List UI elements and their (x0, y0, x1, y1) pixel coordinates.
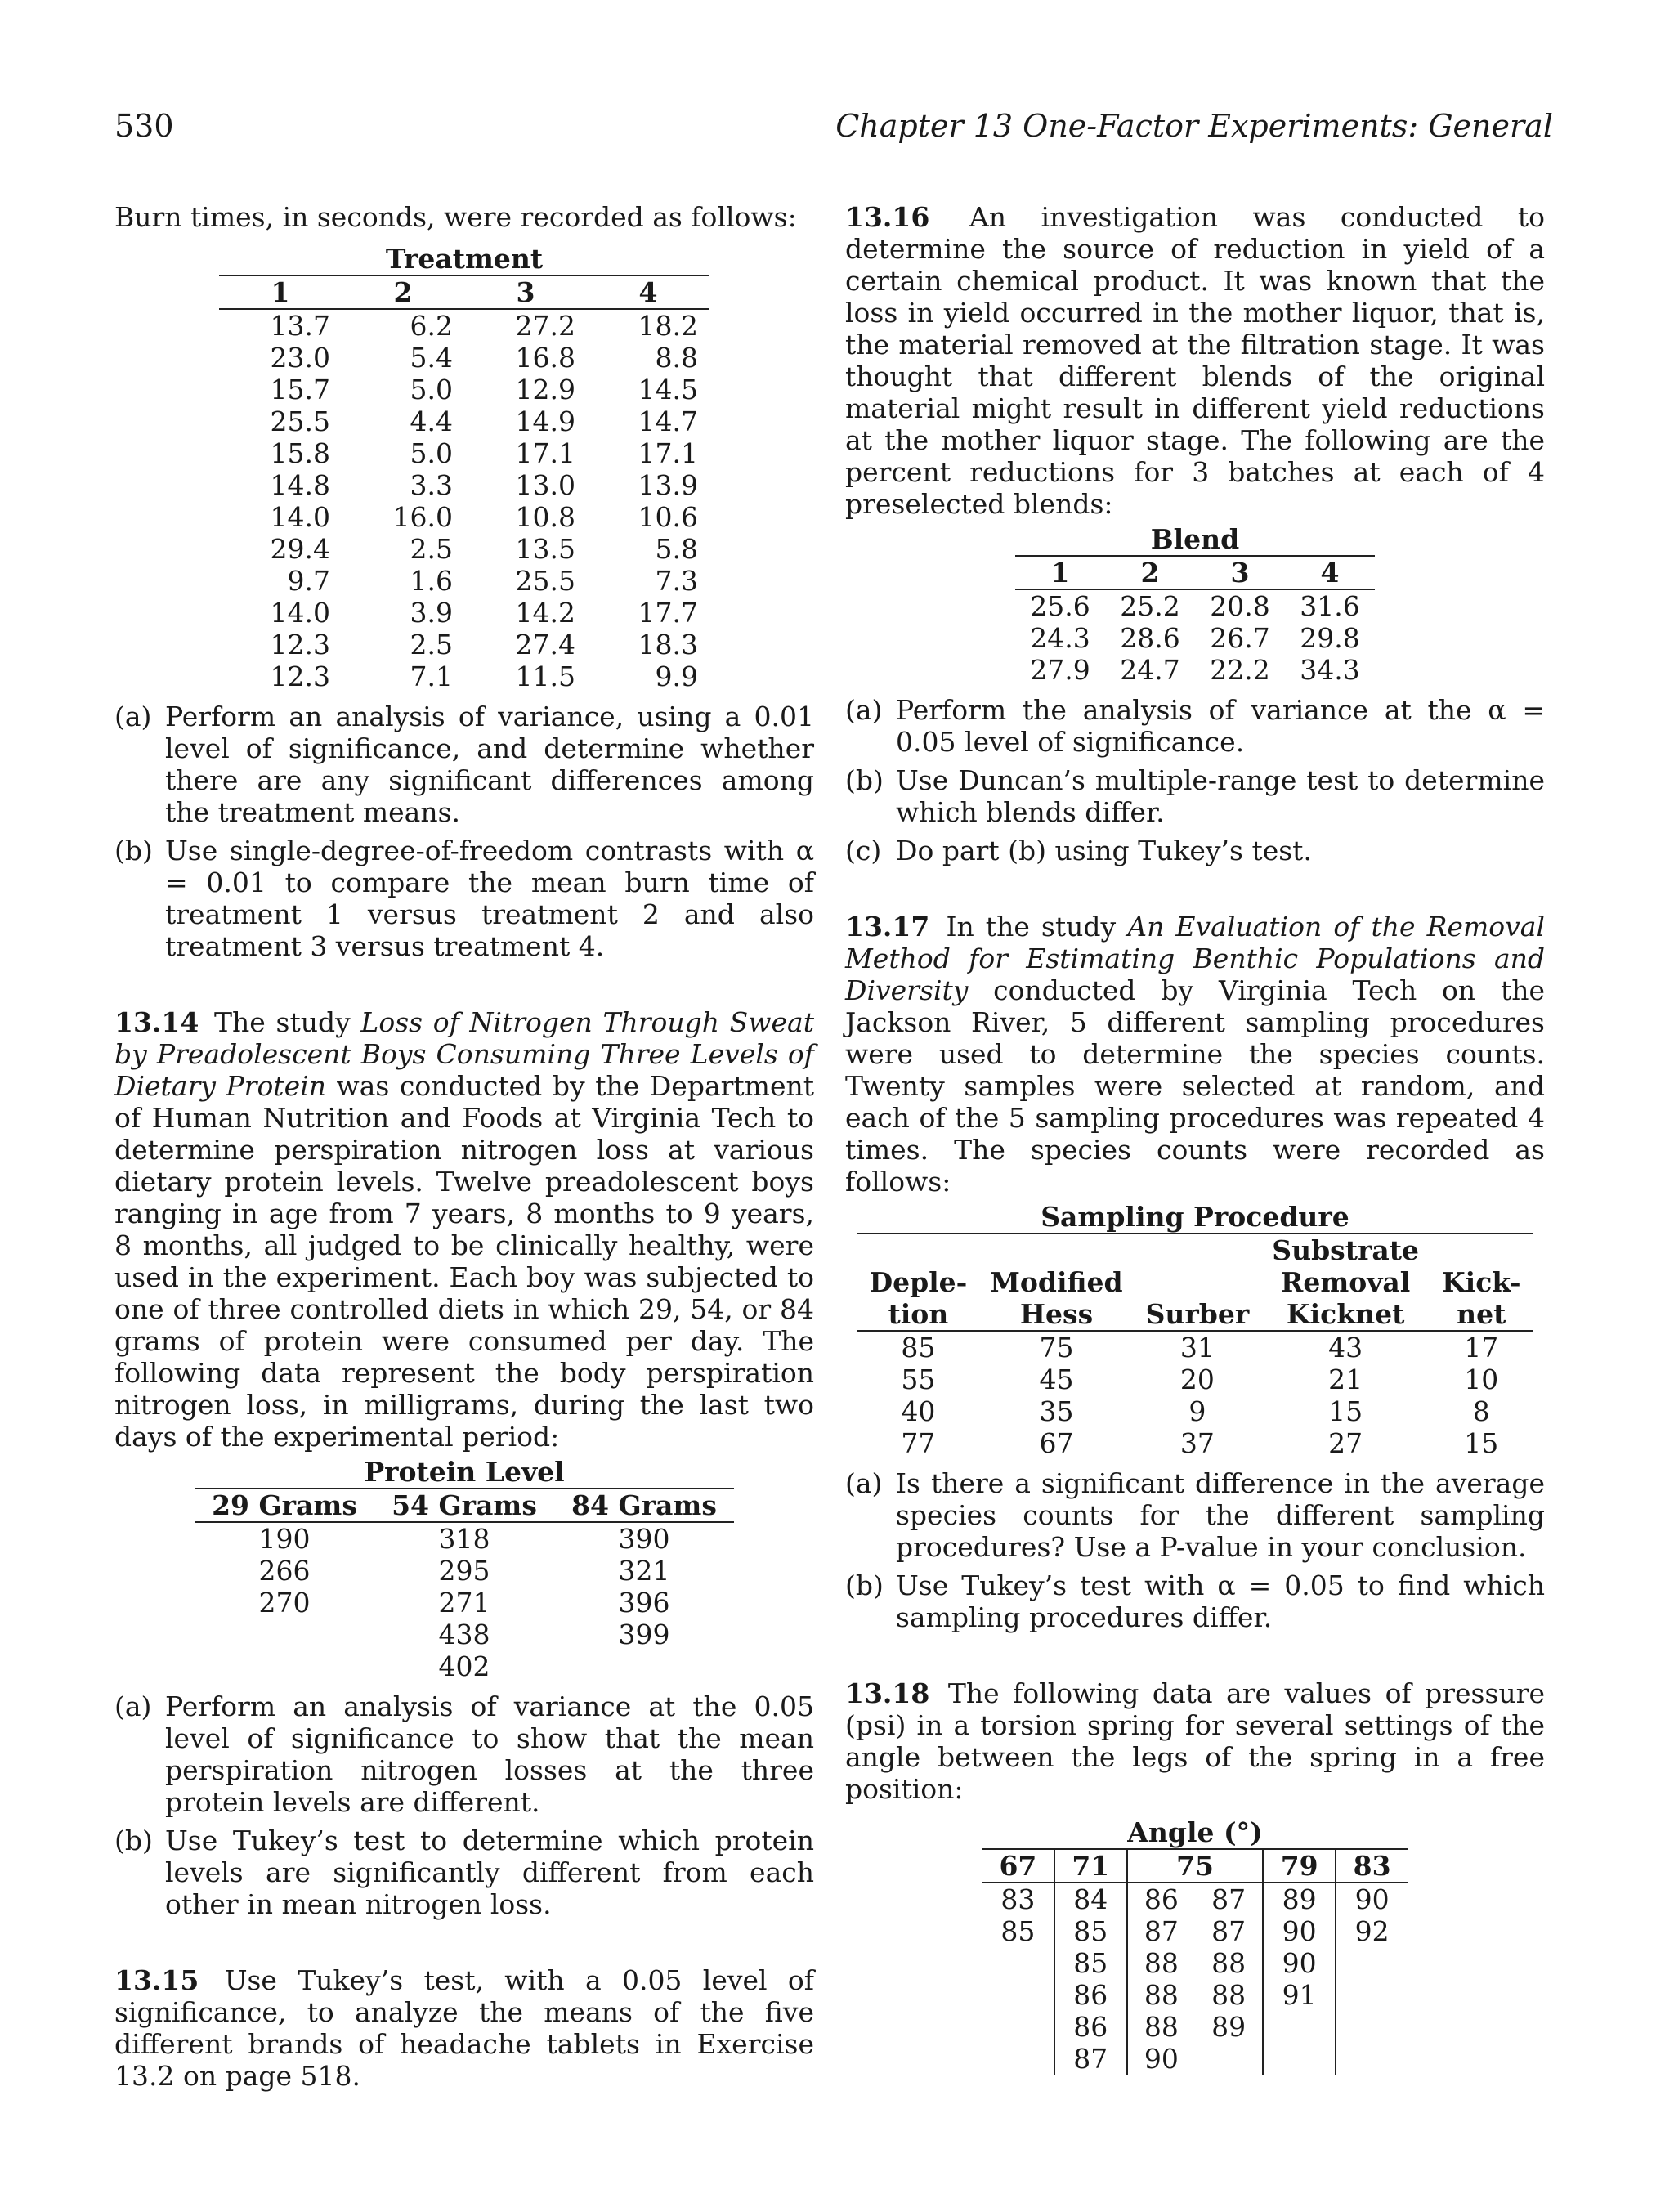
exercise-13-16: 13.16 An investigation was conducted to determine the source of reduction in yield of a certain chemical product. It was known that the loss in yield occurred in the mother liquor, that is, the material removed at the filtration stage. It was thought that different blends of the original material might result in different yield reductions at the mother liquor stage. The following are the percent reductions for 3 batches at each of 4 preselected blends: (845, 201, 1545, 520)
table-cell: 2.5 (410, 629, 453, 660)
table-cell: 1.6 (410, 565, 453, 597)
table-cell: 34.3 (1300, 654, 1360, 686)
exercise-13-13-parts (114, 701, 814, 962)
table-cell: 88 (1211, 1979, 1247, 2011)
table-cell: 14.2 (515, 597, 575, 629)
table-cell: 45 (1039, 1363, 1074, 1395)
table-row (219, 629, 709, 660)
right-column (845, 201, 1545, 2081)
table-row (1015, 654, 1375, 686)
table-cell: 14.5 (638, 374, 698, 405)
table-cell (195, 1650, 374, 1682)
exercise-number: 13.14 (114, 1006, 199, 1038)
table-cell: 77 (901, 1427, 936, 1459)
table-header-cell: 2 (1140, 557, 1160, 589)
table-cell: 5.0 (410, 374, 453, 405)
table-caption: Blend (1015, 523, 1375, 556)
table-cell: 87 (1127, 1915, 1195, 1947)
exercise-number: 13.17 (845, 911, 930, 943)
part-label: (b) (114, 835, 153, 866)
table-header-cell: 83 (1336, 1849, 1408, 1883)
table-cell: 402 (438, 1650, 490, 1682)
table-cell: 29.4 (270, 533, 330, 565)
table-cell: 17.1 (515, 437, 575, 469)
table-cell: 5.0 (410, 437, 453, 469)
table-cell: 390 (618, 1523, 670, 1555)
table-cell: 14.9 (515, 405, 575, 437)
table-header-cell: 4 (638, 276, 658, 308)
table-row (219, 597, 709, 629)
exercise-part (114, 1825, 814, 1920)
table-cell: 25.5 (270, 405, 330, 437)
part-text: Use single-degree-of-freedom contrasts with α = 0.01 to compare the mean burn time of treatment 1 versus treatment 2 and also treatment 3 versus treatment 4. (165, 835, 814, 962)
table-cell: 17.7 (638, 597, 698, 629)
part-label: (c) (845, 835, 882, 866)
exercise-13-14-parts (114, 1690, 814, 1920)
table-cell: 8.8 (655, 342, 698, 374)
part-text: Use Tukey’s test with α = 0.05 to find which sampling procedures differ. (896, 1569, 1545, 1633)
table-row (195, 1587, 734, 1619)
table-cell (1263, 2011, 1336, 2043)
table-cell (554, 1650, 734, 1682)
table-row (857, 1363, 1532, 1395)
table-row (857, 1427, 1532, 1459)
table-header-cell: 71 (1054, 1849, 1127, 1883)
table-header-cell: 29 Grams (212, 1489, 357, 1521)
table-cell: 28.6 (1120, 622, 1180, 654)
table-cell: 88 (1127, 1947, 1195, 1979)
table-cell: 87 (1211, 1915, 1247, 1947)
table-cell: 85 (1054, 1947, 1127, 1979)
part-label: (a) (845, 694, 883, 726)
table-header-cell: Removal (1280, 1266, 1411, 1298)
table-header-cell: 84 Grams (571, 1489, 717, 1521)
part-label: (a) (845, 1467, 883, 1499)
exercise-13-16-parts (845, 694, 1545, 866)
table-cell: 16.0 (392, 501, 453, 533)
table-cell: 85 (901, 1332, 936, 1363)
table-cell: 14.0 (270, 501, 330, 533)
table-cell: 91 (1263, 1979, 1336, 2011)
table-cell: 85 (1000, 1915, 1036, 1947)
protein-level-table (195, 1456, 734, 1682)
table-cell: 18.2 (638, 310, 698, 342)
table-header-cell: net (1457, 1298, 1506, 1330)
table-cell: 15 (1464, 1427, 1499, 1459)
table-header-cell: 75 (1127, 1849, 1263, 1883)
table-row (982, 1883, 1408, 1915)
table-cell (1336, 1947, 1408, 1979)
table-cell: 86 (1127, 1883, 1195, 1915)
table-cell: 4.4 (410, 405, 453, 437)
table-header-cell: Kicknet (1286, 1298, 1405, 1330)
table-cell: 295 (438, 1555, 490, 1587)
table-cell: 13.9 (638, 469, 698, 501)
table-header-cell (1135, 1234, 1261, 1266)
table-row (982, 1947, 1408, 1979)
table-cell: 27.2 (515, 310, 575, 342)
table-row (219, 342, 709, 374)
table-header-cell: Hess (1019, 1298, 1094, 1330)
table-cell: 26.7 (1210, 622, 1270, 654)
table-row (219, 437, 709, 469)
part-text: Use Duncan’s multiple-range test to determine which blends differ. (896, 764, 1545, 828)
part-text: Perform an analysis of variance, using a 0.01 level of significance, and determine whether there are any significant differences among the treatment means. (165, 701, 814, 828)
table-cell: 92 (1336, 1915, 1408, 1947)
table-cell: 35 (1039, 1395, 1074, 1427)
part-label: (b) (845, 1569, 884, 1601)
table-header-cell (978, 1234, 1134, 1266)
table-cell: 3.9 (410, 597, 453, 629)
exercise-number: 13.18 (845, 1677, 930, 1709)
table-header-cell: Substrate (1272, 1234, 1419, 1266)
table-cell: 10 (1464, 1363, 1499, 1395)
exercise-part (114, 1690, 814, 1818)
table-header-cell: Deple- (869, 1266, 968, 1298)
table-cell: 25.6 (1030, 590, 1090, 622)
table-header-cell: 67 (999, 1850, 1037, 1882)
table-cell: 86 (1054, 1979, 1127, 2011)
table-cell: 17.1 (638, 437, 698, 469)
table-cell: 25.5 (515, 565, 575, 597)
exercise-13-14: 13.14 The study Loss of Nitrogen Through Sweat by Preadolescent Boys Consuming Three Levels of Dietary Protein was conducted by the Department of Human Nutrition and Foods at Virginia Tech to determine perspiration nitrogen loss at various dietary protein levels. Twelve preadolescent boys ranging in age from 7 years, 8 months to 9 years, 8 months, all judged to be clinically healthy, were used in the experiment. Each boy was subjected to one of three controlled diets in which 29, 54, or 84 grams of protein were consumed per day. The following data represent the body perspiration nitrogen loss, in milligrams, during the last two days of the experimental period: (114, 1006, 814, 1453)
table-cell: 13.7 (270, 310, 330, 342)
exercise-13-15: 13.15 Use Tukey’s test, with a 0.05 level of significance, to analyze the means of the five different brands of headache tablets in Exercise 13.2 on page 518. (114, 1964, 814, 2092)
table-cell: 88 (1127, 2011, 1195, 2043)
table-header-cell: Kick- (1442, 1266, 1521, 1298)
table-cell: 27 (1328, 1427, 1363, 1459)
table-caption: Sampling Procedure (857, 1201, 1532, 1234)
table-row (195, 1522, 734, 1555)
table-cell: 23.0 (270, 342, 330, 374)
burn-times-table (219, 243, 709, 692)
table-cell: 271 (438, 1587, 490, 1619)
table-header-cell: 2 (393, 276, 413, 308)
table-cell: 2.5 (410, 533, 453, 565)
table-cell: 20.8 (1210, 590, 1270, 622)
table-cell: 15.8 (270, 437, 330, 469)
study-title: Loss of Nitrogen Through Sweat by Preadolescent Boys Consuming Three Levels of Dietary Protein (114, 1006, 814, 1102)
table-cell: 15.7 (270, 374, 330, 405)
table-row (219, 660, 709, 692)
table-cell: 321 (618, 1555, 670, 1587)
exercise-part (114, 835, 814, 962)
part-text: Perform an analysis of variance at the 0.05 level of significance to show that the mean perspiration nitrogen losses at the three protein levels are different. (165, 1690, 814, 1818)
table-header-cell: Modified (990, 1266, 1123, 1298)
exercise-part (845, 764, 1545, 828)
table-row (982, 1979, 1408, 2011)
table-header-cell (1430, 1234, 1533, 1266)
table-cell: 9.7 (287, 565, 330, 597)
table-cell: 90 (1263, 1915, 1336, 1947)
study-title: An Evaluation of the Removal Method for Estimating Benthic Populations and Diversity (845, 911, 1546, 1006)
table-cell: 12.3 (270, 629, 330, 660)
table-cell: 14.0 (270, 597, 330, 629)
table-cell (1336, 1979, 1408, 2011)
exercise-part (845, 1569, 1545, 1633)
table-cell (1336, 2011, 1408, 2043)
sampling-procedure-table (857, 1201, 1532, 1459)
table-cell: 89 (1263, 1883, 1336, 1915)
table-cell: 12.9 (515, 374, 575, 405)
table-cell: 9.9 (655, 660, 698, 692)
table-row (219, 501, 709, 533)
table-cell: 7.3 (655, 565, 698, 597)
table-cell: 21 (1328, 1363, 1363, 1395)
table-cell: 11.5 (515, 660, 575, 692)
table-cell (982, 2043, 1054, 2075)
table-cell: 438 (438, 1619, 490, 1650)
table-cell: 75 (1039, 1332, 1074, 1363)
table-cell: 12.3 (270, 660, 330, 692)
part-label: (a) (114, 1690, 152, 1722)
table-row (857, 1395, 1532, 1427)
table-cell: 16.8 (515, 342, 575, 374)
table-cell: 87 (1211, 1883, 1247, 1915)
table-cell: 86 (1054, 2011, 1127, 2043)
table-header-cell: 1 (271, 276, 290, 308)
exercise-number: 13.15 (114, 1964, 199, 1996)
table-cell (982, 2011, 1054, 2043)
table-header-cell: 3 (516, 276, 535, 308)
part-text: Do part (b) using Tukey’s test. (896, 835, 1312, 866)
table-header-cell (1135, 1266, 1261, 1298)
table-cell: 90 (1127, 2043, 1195, 2075)
table-cell (982, 1979, 1054, 2011)
table-cell: 10.6 (638, 501, 698, 533)
table-row (857, 1331, 1532, 1363)
table-cell: 190 (258, 1523, 311, 1555)
table-cell: 88 (1211, 1947, 1247, 1979)
angle-pressure-table (982, 1816, 1408, 2075)
table-cell: 89 (1211, 2011, 1247, 2043)
part-text: Perform the analysis of variance at the α = 0.05 level of significance. (896, 694, 1545, 758)
table-row (219, 309, 709, 342)
table-cell: 27.9 (1030, 654, 1090, 686)
table-cell: 85 (1054, 1915, 1127, 1947)
burn-times-intro: Burn times, in seconds, were recorded as follows: (114, 201, 797, 233)
table-cell: 37 (1179, 1427, 1215, 1459)
table-cell: 22.2 (1210, 654, 1270, 686)
table-cell: 266 (258, 1555, 311, 1587)
table-cell: 31.6 (1300, 590, 1360, 622)
table-cell: 31 (1179, 1332, 1215, 1363)
table-header-cell: Surber (1145, 1298, 1250, 1330)
table-cell: 40 (901, 1395, 936, 1427)
table-cell: 24.7 (1120, 654, 1180, 686)
table-caption: Treatment (219, 243, 709, 275)
table-row (982, 2043, 1408, 2075)
table-cell: 25.2 (1120, 590, 1180, 622)
table-row (219, 469, 709, 501)
table-row (219, 533, 709, 565)
table-cell: 67 (1039, 1427, 1074, 1459)
table-cell: 5.8 (655, 533, 698, 565)
table-header-cell: 54 Grams (392, 1489, 537, 1521)
table-cell: 318 (438, 1523, 490, 1555)
table-cell: 17 (1464, 1332, 1499, 1363)
table-cell: 9 (1188, 1395, 1206, 1427)
table-cell: 13.5 (515, 533, 575, 565)
exercise-part (845, 1467, 1545, 1563)
running-header: Chapter 13 One-Factor Experiments: General (835, 108, 1553, 144)
table-cell: 24.3 (1030, 622, 1090, 654)
table-cell: 3.3 (410, 469, 453, 501)
exercise-part (114, 701, 814, 828)
table-row (195, 1650, 734, 1682)
left-column (114, 201, 814, 2092)
table-cell: 270 (258, 1587, 311, 1619)
table-header-cell: 3 (1230, 557, 1250, 589)
table-row (219, 405, 709, 437)
table-cell: 13.0 (515, 469, 575, 501)
table-cell: 55 (901, 1363, 936, 1395)
table-row (982, 1915, 1408, 1947)
table-cell: 83 (1000, 1883, 1036, 1915)
table-row (219, 374, 709, 405)
part-text: Use Tukey’s test to determine which protein levels are significantly different from each other in mean nitrogen loss. (165, 1825, 814, 1920)
part-label: (b) (845, 764, 884, 796)
table-cell (1195, 2043, 1263, 2075)
table-header-cell: 79 (1263, 1849, 1336, 1883)
table-cell: 7.1 (410, 660, 453, 692)
table-cell: 90 (1336, 1883, 1408, 1915)
table-cell: 15 (1328, 1395, 1363, 1427)
table-cell: 27.4 (515, 629, 575, 660)
table-row (219, 565, 709, 597)
table-row (982, 2011, 1408, 2043)
table-cell: 14.7 (638, 405, 698, 437)
page-number: 530 (114, 108, 174, 144)
table-cell: 43 (1328, 1332, 1363, 1363)
table-cell: 10.8 (515, 501, 575, 533)
table-header-cell: 4 (1320, 557, 1340, 589)
part-text: Is there a significant difference in the average species counts for the different sampling procedures? Use a P-value in your conclusion. (896, 1467, 1545, 1563)
table-cell: 84 (1054, 1883, 1127, 1915)
table-cell (195, 1619, 374, 1650)
table-caption: Protein Level (364, 1456, 565, 1488)
table-cell: 5.4 (410, 342, 453, 374)
table-cell: 20 (1179, 1363, 1215, 1395)
table-row (195, 1619, 734, 1650)
table-caption: Angle (°) (1127, 1816, 1263, 1848)
table-header-cell: tion (888, 1298, 949, 1330)
exercise-part (845, 694, 1545, 758)
table-header-cell: 1 (1050, 557, 1070, 589)
table-cell: 29.8 (1300, 622, 1360, 654)
exercise-13-17-parts (845, 1467, 1545, 1633)
table-cell: 90 (1263, 1947, 1336, 1979)
table-header-cell (857, 1234, 978, 1266)
exercise-number: 13.16 (845, 201, 930, 233)
blend-table (1015, 523, 1375, 686)
exercise-13-17: 13.17 In the study An Evaluation of the Removal Method for Estimating Benthic Populations and Diversity conducted by Virginia Tech on the Jackson River, 5 different sampling procedures were used to determine the species counts. Twenty samples were selected at random, and each of the 5 sampling procedures was repeated 4 times. The species counts were recorded as follows: (845, 911, 1546, 1198)
table-cell (1263, 2043, 1336, 2075)
table-cell (1336, 2043, 1408, 2075)
table-cell: 8 (1472, 1395, 1490, 1427)
part-label: (a) (114, 701, 152, 732)
exercise-13-18: 13.18 The following data are values of pressure (psi) in a torsion spring for several settings of the angle between the legs of the spring in a free position: (845, 1677, 1545, 1805)
table-row (1015, 622, 1375, 654)
table-row (195, 1555, 734, 1587)
table-row (1015, 589, 1375, 622)
exercise-part (845, 835, 1545, 866)
table-cell: 6.2 (410, 310, 453, 342)
table-cell (982, 1947, 1054, 1979)
table-cell: 88 (1127, 1979, 1195, 2011)
table-cell: 14.8 (270, 469, 330, 501)
table-cell: 87 (1054, 2043, 1127, 2075)
table-cell: 396 (618, 1587, 670, 1619)
table-cell: 399 (618, 1619, 670, 1650)
part-label: (b) (114, 1825, 153, 1856)
table-cell: 18.3 (638, 629, 698, 660)
